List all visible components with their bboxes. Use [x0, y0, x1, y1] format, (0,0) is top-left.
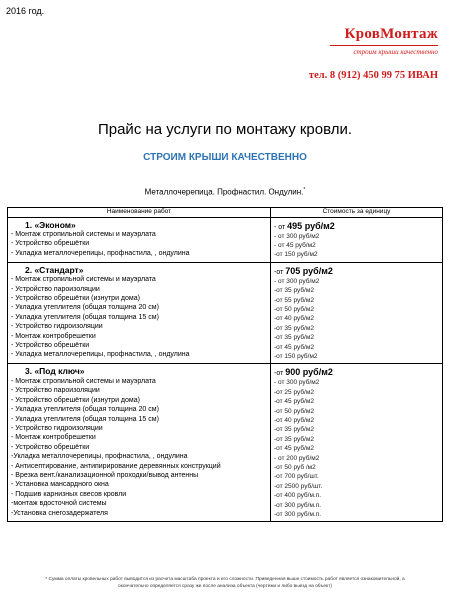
main-price-prefix: -от [274, 370, 286, 378]
work-item: - Устройство пароизоляции [11, 285, 100, 293]
materials-footnote-mark: * [303, 187, 306, 193]
work-price: -от 2500 руб/шт. [274, 482, 323, 490]
work-item: -Укладка металлочерепицы, профнастила, , ондулина [11, 453, 188, 461]
work-price: -от 45 руб/м2 [274, 343, 314, 351]
work-price: -от 35 руб/м2 [274, 426, 314, 434]
work-item: - Устройство обрешётки (изнутри дома) [11, 295, 140, 303]
year-label: 2016 год. [6, 6, 45, 16]
work-item: - Укладка металлочерепицы, профнастила, , ондулина [11, 249, 190, 257]
work-item: - Устройство обрешётки (изнутри дома) [11, 396, 140, 404]
work-price: -от 150 руб/м2 [274, 352, 318, 360]
work-price: -от 700 руб/шт. [274, 473, 319, 481]
footnote-line-1: * Сумма оплаты кровельных работ выводится из расчета масштаба проекта и его сложности. Приведенная выше стоимость работ является ознакомительной, а [45, 577, 405, 582]
package-main-price [274, 222, 439, 231]
header-price: Стоимость за единицу [271, 208, 443, 218]
work-item: - Устройство пароизоляции [11, 387, 100, 395]
brand-divider [330, 45, 438, 46]
work-item: - Устройство обрешётки [11, 342, 90, 350]
work-item: - Монтаж стропильной системы и мауэрлата [11, 231, 156, 238]
header-work: Наименование работ [8, 208, 271, 218]
brand-block [309, 26, 438, 81]
work-price: -от 35 руб/м2 [274, 324, 314, 332]
work-price: - от 300 руб/м2 [274, 277, 320, 285]
work-item: - Укладка утеплителя (общая толщина 20 см) [11, 304, 159, 312]
work-item: - Подшив карнизных свесов кровли [11, 490, 127, 498]
package-row [8, 217, 443, 262]
work-price: -от 50 руб/м2 [274, 407, 314, 415]
materials-text: Металлочерепица. Профнастил. Ондулин. [144, 187, 304, 197]
brand-name: КровМонтаж [344, 26, 438, 42]
package-name: 1. «Эконом» [25, 219, 76, 230]
work-item: - Устройство обрешётки [11, 443, 90, 451]
price-table [7, 207, 443, 522]
package-prices-cell [271, 217, 443, 262]
work-item: -монтаж вдосточной системы [11, 500, 107, 508]
work-price: -от 25 руб/м2 [274, 388, 314, 396]
work-price: -от 300 руб/м.п. [274, 511, 322, 519]
work-price: - от 300 руб/м2 [274, 379, 320, 387]
page-subtitle: СТРОИМ КРЫШИ КАЧЕСТВЕННО [143, 152, 307, 163]
package-main-price [274, 368, 439, 377]
footnote [7, 576, 443, 590]
brand-phone: тел. 8 (912) 450 99 75 ИВАН [308, 70, 438, 81]
footnote-line-2: окончательно определяется сразу же после анализа объекта (чертежи и либо выезд на объект) [118, 584, 332, 589]
work-item: -Установка снегозадержателя [11, 509, 108, 517]
main-price-value: 705 руб/м2 [285, 265, 333, 276]
package-prices-cell [271, 364, 443, 522]
package-name: 3. «Под ключ» [25, 366, 85, 377]
work-item: - Врезка вент./канализационной проходки/вывод антенны [11, 471, 199, 479]
work-item: - Укладка утеплителя (общая толщина 20 см) [11, 406, 159, 414]
work-price: -от 50 руб /м2 [274, 464, 316, 472]
work-item: - Устройство гидроизоляции [11, 424, 103, 432]
work-item: - Монтаж стропильной системы и мауэрлата [11, 377, 156, 385]
page-title: Прайс на услуги по монтажу кровли. [97, 121, 353, 138]
table-header-row [8, 208, 443, 218]
work-price: -от 35 руб/м2 [274, 334, 314, 342]
main-price-value: 900 руб/м2 [285, 367, 333, 378]
package-works-cell [8, 262, 271, 364]
work-price: -от 45 руб/м2 [274, 445, 314, 453]
work-item: - Установка мансардного окна [11, 481, 109, 489]
work-item: - Устройство обрешётки [11, 240, 90, 248]
work-price: - от 300 руб/м2 [274, 232, 320, 240]
work-price: -от 35 руб/м2 [274, 435, 314, 443]
work-price: -от 400 руб/м.п. [274, 492, 322, 500]
work-price: - от 200 руб/м2 [274, 454, 320, 462]
package-row [8, 364, 443, 522]
work-item: - Устройство гидроизоляции [11, 323, 103, 331]
work-item: - Монтаж стропильной системы и мауэрлата [11, 276, 156, 284]
package-name: 2. «Стандарт» [25, 264, 84, 275]
work-item: - Укладка утеплителя (общая толщина 15 см) [11, 415, 159, 423]
package-prices-cell [271, 262, 443, 364]
package-works-cell [8, 217, 271, 262]
main-price-prefix: - от [274, 223, 288, 231]
work-price: -от 300 руб/м.п. [274, 501, 322, 509]
work-price: -от 35 руб/м2 [274, 287, 314, 295]
work-price: - от 45 руб/м2 [274, 241, 316, 249]
work-price: -от 40 руб/м2 [274, 315, 314, 323]
work-item: - Монтаж контробрешетки [11, 434, 96, 442]
materials-line [0, 187, 450, 197]
work-item: - Антисептирование, антипирирование деревянных конструкций [11, 462, 221, 470]
work-price: -от 50 руб/м2 [274, 305, 314, 313]
work-price: -от 40 руб/м2 [274, 417, 314, 424]
work-price: -от 45 руб/м2 [274, 398, 314, 406]
brand-tagline: строим крыши качественно [353, 48, 438, 56]
main-price-value: 495 руб/м2 [287, 220, 335, 231]
work-item: - Укладка утеплителя (общая толщина 15 см) [11, 313, 159, 321]
work-item: - Монтаж контробрешетки [11, 332, 96, 340]
work-item: - Укладка металлочерепицы, профнастила, , ондулина [11, 351, 190, 359]
work-price: -от 150 руб/м2 [274, 251, 318, 259]
main-price-prefix: -от [274, 268, 286, 276]
package-works-cell [8, 364, 271, 522]
package-row [8, 262, 443, 364]
package-main-price [274, 267, 439, 276]
work-price: -от 55 руб/м2 [274, 296, 314, 304]
